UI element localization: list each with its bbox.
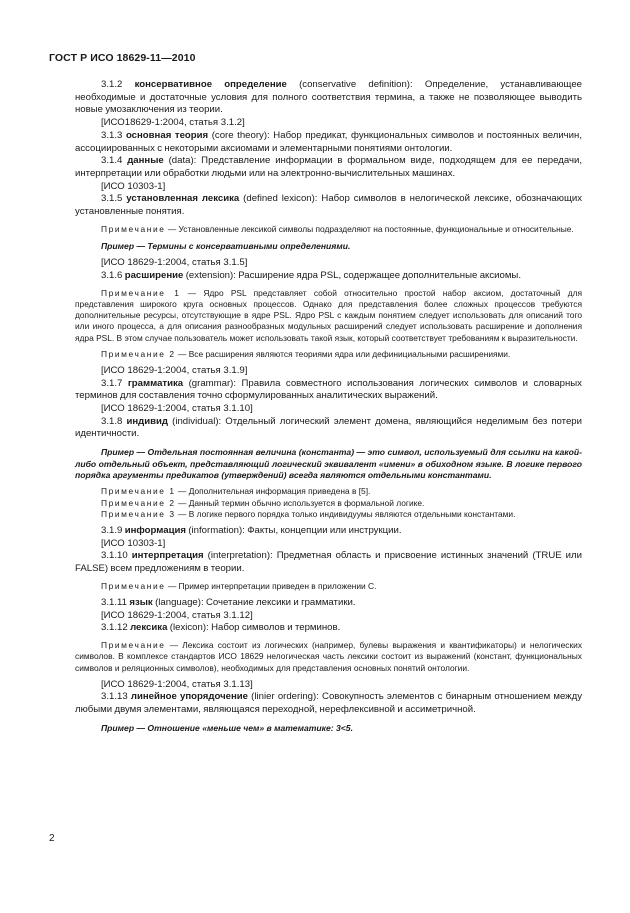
term-title: интерпретация — [131, 550, 204, 562]
term-title: грамматика — [127, 377, 184, 389]
source-ref: [ИСО 18629-1:2004, статья 3.1.13] — [101, 678, 253, 690]
term-3-1-5: 3.1.5 установленная лексика (defined lexicon): Набор символов в нелогической лексике, обозначающих установленные понятия. — [75, 193, 582, 218]
term-title: индивид — [126, 415, 169, 427]
term-3-1-11: 3.1.11 язык (language): Сочетание лексики и грамматики. — [101, 597, 356, 609]
term-title: информация — [124, 525, 186, 537]
term-3-1-6: 3.1.6 расширение (extension): Расширение ядра PSL, содержащее дополнительные аксиомы. — [101, 270, 521, 282]
page-number: 2 — [49, 833, 55, 844]
note-block — [75, 349, 582, 360]
source-ref: [ИСО 10303-1] — [101, 537, 166, 549]
note: Примечание 1 — Ядро PSL представляет собой относительно простой набор аксиом, достаточный для представления широкого круга основных процессов. Однако для представления более сложных процессов требуются дополнительные ресурсы, отсутствующие в ядре PSL. Ядро PSL с каждым понятием следует использовать для описаний того или иного процесса, а для описания разнообразных модульных расширений следует использовать расширение и дополнения ядра PSL. В этом случае пользователь может использовать такой язык, который соответствует требованиям к выразительности. — [75, 287, 582, 343]
term-3-1-10: 3.1.10 интерпретация (interpretation): Предметная область и присвоение истинных значений (TRUE или FALSE) всем предложениям в теории. — [75, 550, 582, 575]
source-ref: [ИСО 18629-1:2004, статья 3.1.9] — [101, 364, 248, 376]
term-3-1-7: 3.1.7 грамматика (grammar): Правила совместного использования логических символов и словарных терминов для составления точно сформулированных аналитических выражений. — [75, 377, 582, 402]
note: Примечание 3 — В логике первого порядка только индивидуумы являются отдельными константами. — [101, 508, 516, 519]
document-body — [75, 79, 582, 739]
term-3-1-3: 3.1.3 основная теория (core theory): Набор предикат, функциональных символов и постоянных величин, ассоциированных с некоторыми аксиомами и элементарными понятиями онтологии. — [75, 129, 582, 154]
page-header: ГОСТ Р ИСО 18629-11—2010 — [49, 52, 196, 64]
example-block — [75, 447, 582, 481]
term-title: основная теория — [125, 129, 209, 141]
example-block — [75, 723, 582, 734]
term-3-1-2: 3.1.2 консервативное определение (conservative definition): Определение, устанавливающее необходимые и достаточные условия для полного соответствия термина, а также не позволяющее выводить новые умозаключения из теории. — [75, 79, 582, 116]
term-title: линейное упорядочение — [130, 691, 249, 703]
term-3-1-12: 3.1.12 лексика (lexicon): Набор символов и терминов. — [101, 622, 341, 634]
term-title: лексика — [130, 622, 168, 634]
source-ref: [ИСО 18629-1:2004, статья 3.1.12] — [101, 609, 253, 621]
note: Примечание — Установленные лексикой символы подразделяют на постоянные, функциональные и относительные. — [101, 223, 574, 234]
note: Примечание — Пример интерпретации приведен в приложении С. — [101, 580, 377, 591]
term-title: данные — [127, 155, 164, 167]
example: Пример — Отношение «меньше чем» в математике: 3<5. — [101, 722, 353, 733]
note: Примечание 1 — Дополнительная информация приведена в [5]. — [101, 486, 371, 497]
term-3-1-8: 3.1.8 индивид (individual): Отдельный логический элемент домена, являющийся неделимым без потери идентичности. — [75, 415, 582, 440]
term-title: консервативное определение — [134, 79, 287, 90]
source-ref: [ИСО18629-1:2004, статья 3.1.2] — [101, 117, 245, 129]
term-3-1-4: 3.1.4 данные (data): Представление информации в формальном виде, подходящем для ее передачи, интерпретации или обработки людьми или на электронно-вычислительных машинах. — [75, 155, 582, 179]
term-title: установленная лексика — [126, 193, 240, 205]
source-ref: [ИСО 18629-1:2004, статья 3.1.10] — [101, 403, 253, 415]
term-3-1-13: 3.1.13 линейное упорядочение (linier ordering): Совокупность элементов с бинарным отношением между любыми двумя элементами, являющаяся переходной, нерефлексивной и ассиметричной. — [75, 691, 582, 716]
note-block — [75, 486, 582, 520]
note: Примечание — Лексика состоит из логических (например, булевы выражения и квантификаторы) и нелогических символов. В комплексе стандартов ИСО 18629 нелогическая часть лексики состоит из выражений (констант, функциональных символов и реляционных символов), необходимых для представления основных понятий онтологии. — [75, 640, 583, 673]
note-block — [75, 640, 582, 674]
example: Пример — Термины с консервативными определениями. — [101, 240, 351, 251]
term-3-1-9: 3.1.9 информация (information): Факты, концепции или инструкции. — [101, 525, 402, 537]
note: Примечание 2 — Все расширения являются теориями ядра или дефинициальными расширениями. — [101, 348, 511, 359]
term-title: расширение — [124, 270, 184, 282]
note-block — [75, 288, 582, 344]
note-block — [75, 224, 582, 235]
source-ref: [ИСО 18629-1:2004, статья 3.1.5] — [101, 257, 248, 269]
note-block — [75, 581, 582, 592]
example-block — [75, 241, 582, 252]
note: Примечание 2 — Данный термин обычно используется в формальной логике. — [101, 497, 425, 508]
term-title: язык — [129, 597, 153, 609]
source-ref: [ИСО 10303-1] — [101, 180, 166, 192]
example: Пример — Отдельная постоянная величина (константа) — это символ, используемый для ссылки на какой-либо отдельный объект, представляющий логический эквивалент «имени» в обиходном языке. В логике первого порядка аргументы предикатов (утверждений) всегда являются отдельными константами. — [75, 447, 582, 480]
